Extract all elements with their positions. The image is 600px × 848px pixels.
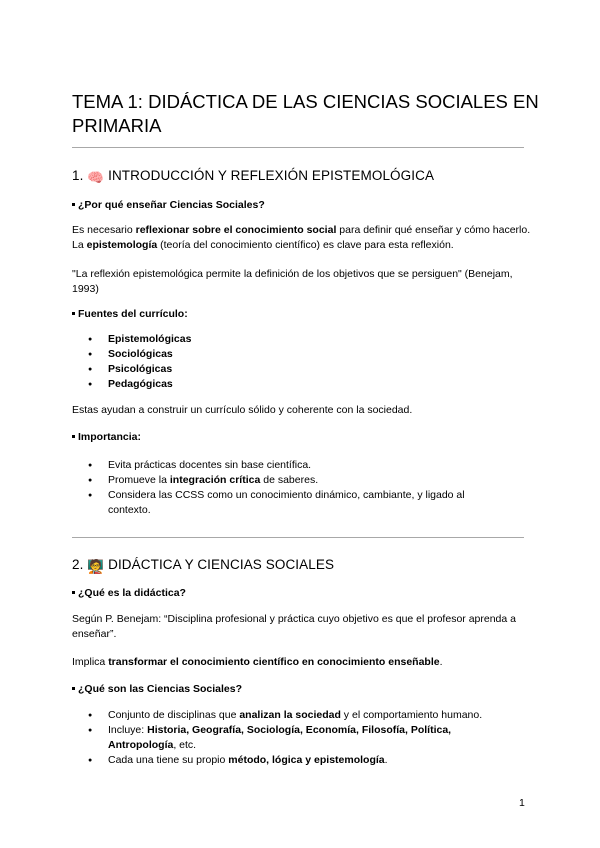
page-title: TEMA 1: DIDÁCTICA DE LAS CIENCIAS SOCIALES EN PRIMARIA (72, 91, 539, 136)
section-2-number: 2. (72, 557, 84, 572)
subheading-what-are-social-sciences: ¿Qué son las Ciencias Sociales? (72, 683, 242, 695)
importance-list (72, 458, 512, 518)
section-2-title: DIDÁCTICA Y CIENCIAS SOCIALES (108, 557, 335, 572)
brain-icon: 🧠 (87, 170, 105, 185)
sources-list (72, 332, 512, 392)
list-item: ● Conjunto de disciplinas que analizan la sociedad y el comportamiento humano. (72, 708, 512, 723)
section-1-number: 1. (72, 168, 84, 183)
list-item: ● Promueve la integración crítica de saberes. (72, 473, 512, 488)
divider (72, 147, 524, 148)
subheading-importance: Importancia: (72, 431, 141, 443)
paragraph-definition: Según P. Benejam: “Disciplina profesional y práctica cuyo objetivo es que el profesor aprenda a enseñar”. (72, 613, 516, 640)
list-item: ● Epistemológicas (72, 332, 512, 347)
section-1-heading (72, 168, 434, 186)
paragraph-reflection: Es necesario reflexionar sobre el conocimiento social para definir qué enseñar y cómo hacerlo. La epistemología (teoría del conocimiento científico) es clave para esta reflexión. (72, 224, 531, 251)
paragraph-curriculum: Estas ayudan a construir un currículo sólido y coherente con la sociedad. (72, 404, 413, 416)
subheading-why-teach: ¿Por qué enseñar Ciencias Sociales? (72, 199, 265, 211)
square-bullet-icon (72, 435, 75, 438)
list-item: ● Evita prácticas docentes sin base científica. (72, 458, 512, 473)
subheading-what-is-didactics: ¿Qué es la didáctica? (72, 587, 186, 599)
list-item: ● Considera las CCSS como un conocimiento dinámico, cambiante, y ligado al contexto. (72, 488, 512, 518)
list-item: ● Sociológicas (72, 347, 512, 362)
square-bullet-icon (72, 312, 75, 315)
list-item: ● Cada una tiene su propio método, lógica y epistemología. (72, 753, 512, 768)
subheading-sources: Fuentes del currículo: (72, 308, 188, 320)
section-2-heading (72, 557, 334, 575)
quote-benejam: "La reflexión epistemológica permite la definición de los objetivos que se persiguen" (Benejam, 1993) (72, 268, 513, 295)
list-item: ● Psicológicas (72, 362, 512, 377)
list-item: ● Incluye: Historia, Geografía, Sociología, Economía, Filosofía, Política, Antropología, etc. (72, 723, 512, 753)
section-1-title: INTRODUCCIÓN Y REFLEXIÓN EPISTEMOLÓGICA (108, 168, 435, 183)
page-number: 1 (519, 797, 525, 809)
square-bullet-icon (72, 687, 75, 690)
square-bullet-icon (72, 591, 75, 594)
list-item: ● Pedagógicas (72, 377, 512, 392)
social-sciences-list (72, 708, 512, 768)
square-bullet-icon (72, 203, 75, 206)
divider (72, 537, 524, 538)
paragraph-implies: Implica transformar el conocimiento científico en conocimiento enseñable. (72, 656, 443, 668)
teacher-icon: 🧑‍🏫 (87, 559, 105, 574)
